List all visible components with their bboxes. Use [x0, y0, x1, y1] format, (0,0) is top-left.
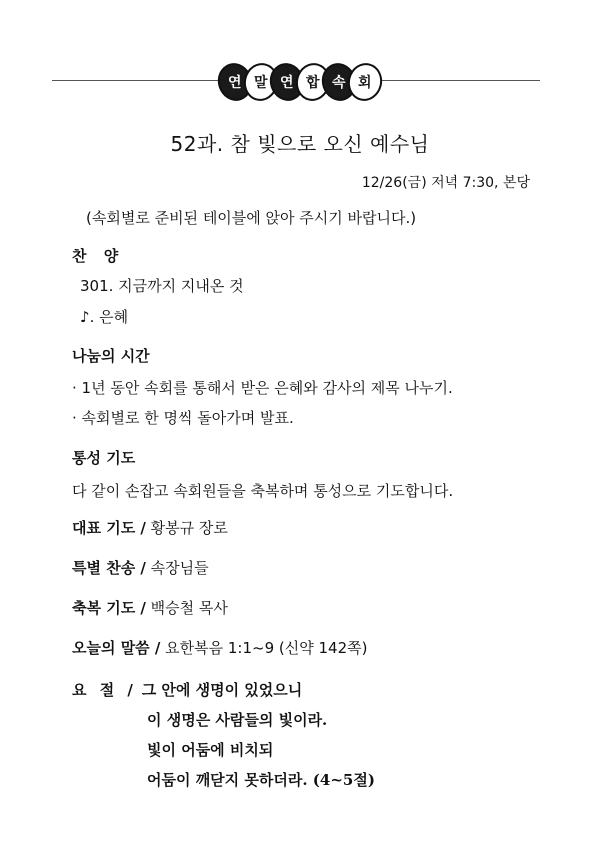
representative-prayer-value: 황봉규 장로 [150, 519, 228, 537]
banner-rule-left [52, 80, 224, 81]
banner-blob-6 [344, 59, 386, 104]
banner-char-5: 속 [332, 75, 346, 91]
banner-char-3: 연 [280, 75, 294, 91]
blessing-prayer-label: 축복 기도 / [72, 599, 146, 617]
memory-verse-line-3: 빛이 어둠에 비치되 [147, 741, 274, 759]
event-datetime-location: 12/26(금) 저녁 7:30, 본당 [361, 175, 530, 191]
unison-prayer-text: 다 같이 손잡고 속회원들을 축복하며 통성으로 기도합니다. [72, 482, 454, 500]
special-song-label: 특별 찬송 / [72, 559, 146, 577]
todays-word [72, 637, 367, 658]
sharing-heading: 나눔의 시간 [72, 347, 150, 365]
todays-word-label: 오늘의 말씀 / [72, 639, 161, 657]
memory-verse-line-2: 이 생명은 사람들의 빛이라. [147, 711, 328, 729]
representative-prayer [72, 517, 228, 538]
banner-char-6: 회 [358, 75, 372, 91]
hymn-song: 301. 지금까지 지내온 것 [80, 277, 244, 295]
unison-prayer-heading: 통성 기도 [72, 449, 136, 467]
sharing-item-2: · 속회별로 한 명씩 돌아가며 발표. [72, 409, 294, 427]
todays-word-value: 요한복음 1:1~9 (신약 142쪽) [165, 639, 368, 657]
blessing-prayer [72, 597, 228, 618]
banner-char-4: 합 [306, 75, 320, 91]
page-title: 52과. 참 빛으로 오신 예수님 [170, 132, 430, 156]
memory-verse-line-4: 어둠이 깨닫지 못하더라. (4~5절) [147, 771, 375, 789]
seating-note: (속회별로 준비된 테이블에 앉아 주시기 바랍니다.) [86, 209, 417, 227]
special-song-value: 속장님들 [150, 559, 209, 577]
hymn-heading: 찬 양 [72, 247, 125, 265]
banner-title-blobs [216, 57, 380, 109]
memory-verse-line-1: 그 안에 생명이 있었으니 [141, 681, 303, 699]
blessing-prayer-value: 백승철 목사 [150, 599, 228, 617]
sharing-item-1: · 1년 동안 속회를 통해서 받은 은혜와 감사의 제목 나누기. [72, 379, 453, 397]
special-song [72, 557, 209, 578]
representative-prayer-label: 대표 기도 / [72, 519, 146, 537]
banner-rule-right [372, 80, 540, 81]
memory-verse-label: 요 절 / [72, 681, 137, 699]
memory-verse [72, 679, 302, 700]
header-banner [0, 0, 600, 120]
hymn-song-2: ♪. 은혜 [80, 308, 129, 326]
banner-char-2: 말 [254, 75, 268, 91]
banner-char-1: 연 [228, 75, 242, 91]
